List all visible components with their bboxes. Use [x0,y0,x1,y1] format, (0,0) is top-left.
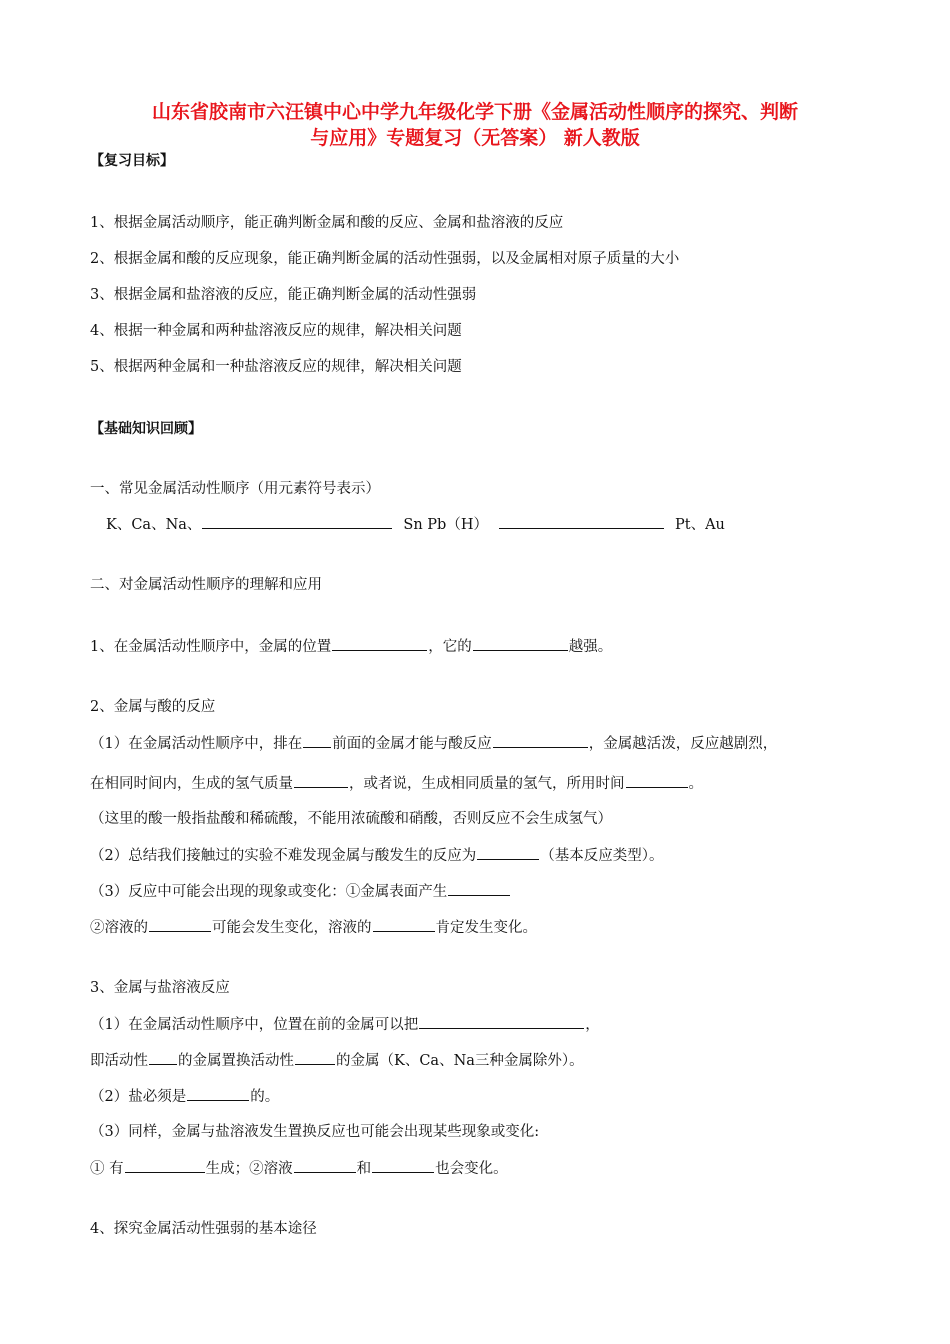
review-heading: 【基础知识回顾】 [90,421,202,437]
q3-part-2 [90,1086,279,1107]
q1-text-b: ，它的 [428,639,472,655]
q2-p2-text-c: 。 [688,776,703,792]
q2-p3-text-b: （基本反应类型）。 [540,848,664,864]
q2-p2-text-b: ，或者说，生成相同质量的氢气，所用时间 [349,776,625,792]
q2-p5-text-a: ②溶液的 [90,920,148,936]
blank-field[interactable] [499,514,664,529]
blank-field[interactable] [294,773,348,788]
q3-p5-text-d: 也会变化。 [435,1161,508,1177]
document-title-line-2: 与应用》专题复习（无答案） 新人教版 [310,127,640,149]
blank-field[interactable] [626,773,688,788]
blank-field[interactable] [202,514,392,529]
q2-p3-text-a: （2）总结我们接触过的实验不难发现金属与酸发生的反应为 [90,848,477,864]
question-4-title: 4、探究金属活动性强弱的基本途径 [90,1221,317,1237]
blank-field[interactable] [373,917,435,932]
blank-field[interactable] [187,1086,249,1101]
blank-field[interactable] [125,1158,205,1173]
blank-field[interactable] [149,1050,177,1065]
blank-field[interactable] [332,636,427,651]
goal-item-4: 4、根据一种金属和两种盐溶液反应的规律，解决相关问题 [90,323,462,339]
q3-p2-text-c: 的金属（K、Ca、Na三种金属除外）。 [336,1053,584,1069]
series-middle: Sn Pb（H） [403,517,488,533]
q3-p5-text-a: ① 有 [90,1161,124,1177]
question-3-title: 3、金属与盐溶液反应 [90,980,230,996]
blank-field[interactable] [294,1158,356,1173]
goal-item-2: 2、根据金属和酸的反应现象，能正确判断金属的活动性强弱，以及金属相对原子质量的大小 [90,251,680,267]
section-2-title: 二、对金属活动性顺序的理解和应用 [90,577,322,593]
q3-p3-text-a: （2）盐必须是 [90,1089,187,1105]
q2-note: （这里的酸一般指盐酸和稀硫酸，不能用浓硫酸和硝酸，否则反应不会生成氢气） [90,811,612,827]
q2-p1-text-b: 前面的金属才能与酸反应 [332,736,492,752]
series-end: Pt、Au [674,517,725,533]
blank-field[interactable] [419,1014,584,1029]
blank-field[interactable] [473,636,568,651]
q2-part-1-cont [90,773,703,794]
question-2-title: 2、金属与酸的反应 [90,699,216,715]
q3-p1-text-a: （1）在金属活动性顺序中，位置在前的金属可以把 [90,1017,419,1033]
goals-heading: 【复习目标】 [90,153,174,169]
q2-p2-text-a: 在相同时间内，生成的氢气质量 [90,776,293,792]
blank-field[interactable] [303,733,331,748]
document-title-line-1: 山东省胶南市六汪镇中心中学九年级化学下册《金属活动性顺序的探究、判断 [151,101,798,123]
q3-p2-text-a: 即活动性 [90,1053,148,1069]
q2-part-1 [90,733,777,754]
q1-text-a: 1、在金属活动性顺序中，金属的位置 [90,639,332,655]
q3-p1-text-b: ， [585,1017,600,1033]
blank-field[interactable] [448,881,510,896]
q2-part-3-cont [90,917,537,938]
q3-p5-text-c: 和 [356,1161,372,1177]
q2-p1-text-c: ，金属越活泼，反应越剧烈， [588,736,778,752]
q2-part-2 [90,845,663,866]
q2-p4-text-a: （3）反应中可能会出现的现象或变化：①金属表面产生 [90,884,448,900]
series-start: K、Ca、Na、 [106,517,202,533]
q3-part-3: （3）同样，金属与盐溶液发生置换反应也可能会出现某些现象或变化: [90,1124,540,1140]
blank-field[interactable] [372,1158,434,1173]
q3-part-1 [90,1014,600,1035]
q2-p1-text-a: （1）在金属活动性顺序中，排在 [90,736,303,752]
activity-series-line [106,514,725,535]
q2-p5-text-b: 可能会发生变化，溶液的 [212,920,372,936]
q3-p5-text-b: 生成；②溶液 [205,1161,293,1177]
goal-item-3: 3、根据金属和盐溶液的反应，能正确判断金属的活动性强弱 [90,287,477,303]
q1-text-c: 越强。 [568,639,613,655]
goal-item-1: 1、根据金属活动顺序，能正确判断金属和酸的反应、金属和盐溶液的反应 [90,215,564,231]
q3-part-3-cont [90,1158,508,1179]
goal-item-5: 5、根据两种金属和一种盐溶液反应的规律，解决相关问题 [90,359,462,375]
section-1-title: 一、常见金属活动性顺序（用元素符号表示） [90,481,380,497]
question-1 [90,636,612,657]
q2-p5-text-c: 肯定发生变化。 [435,920,537,936]
blank-field[interactable] [295,1050,335,1065]
blank-field[interactable] [493,733,588,748]
q3-part-1-cont [90,1050,584,1071]
q3-p3-text-b: 的。 [250,1089,280,1105]
blank-field[interactable] [477,845,539,860]
blank-field[interactable] [149,917,211,932]
q2-part-3 [90,881,511,902]
q3-p2-text-b: 的金属置换活动性 [178,1053,294,1069]
